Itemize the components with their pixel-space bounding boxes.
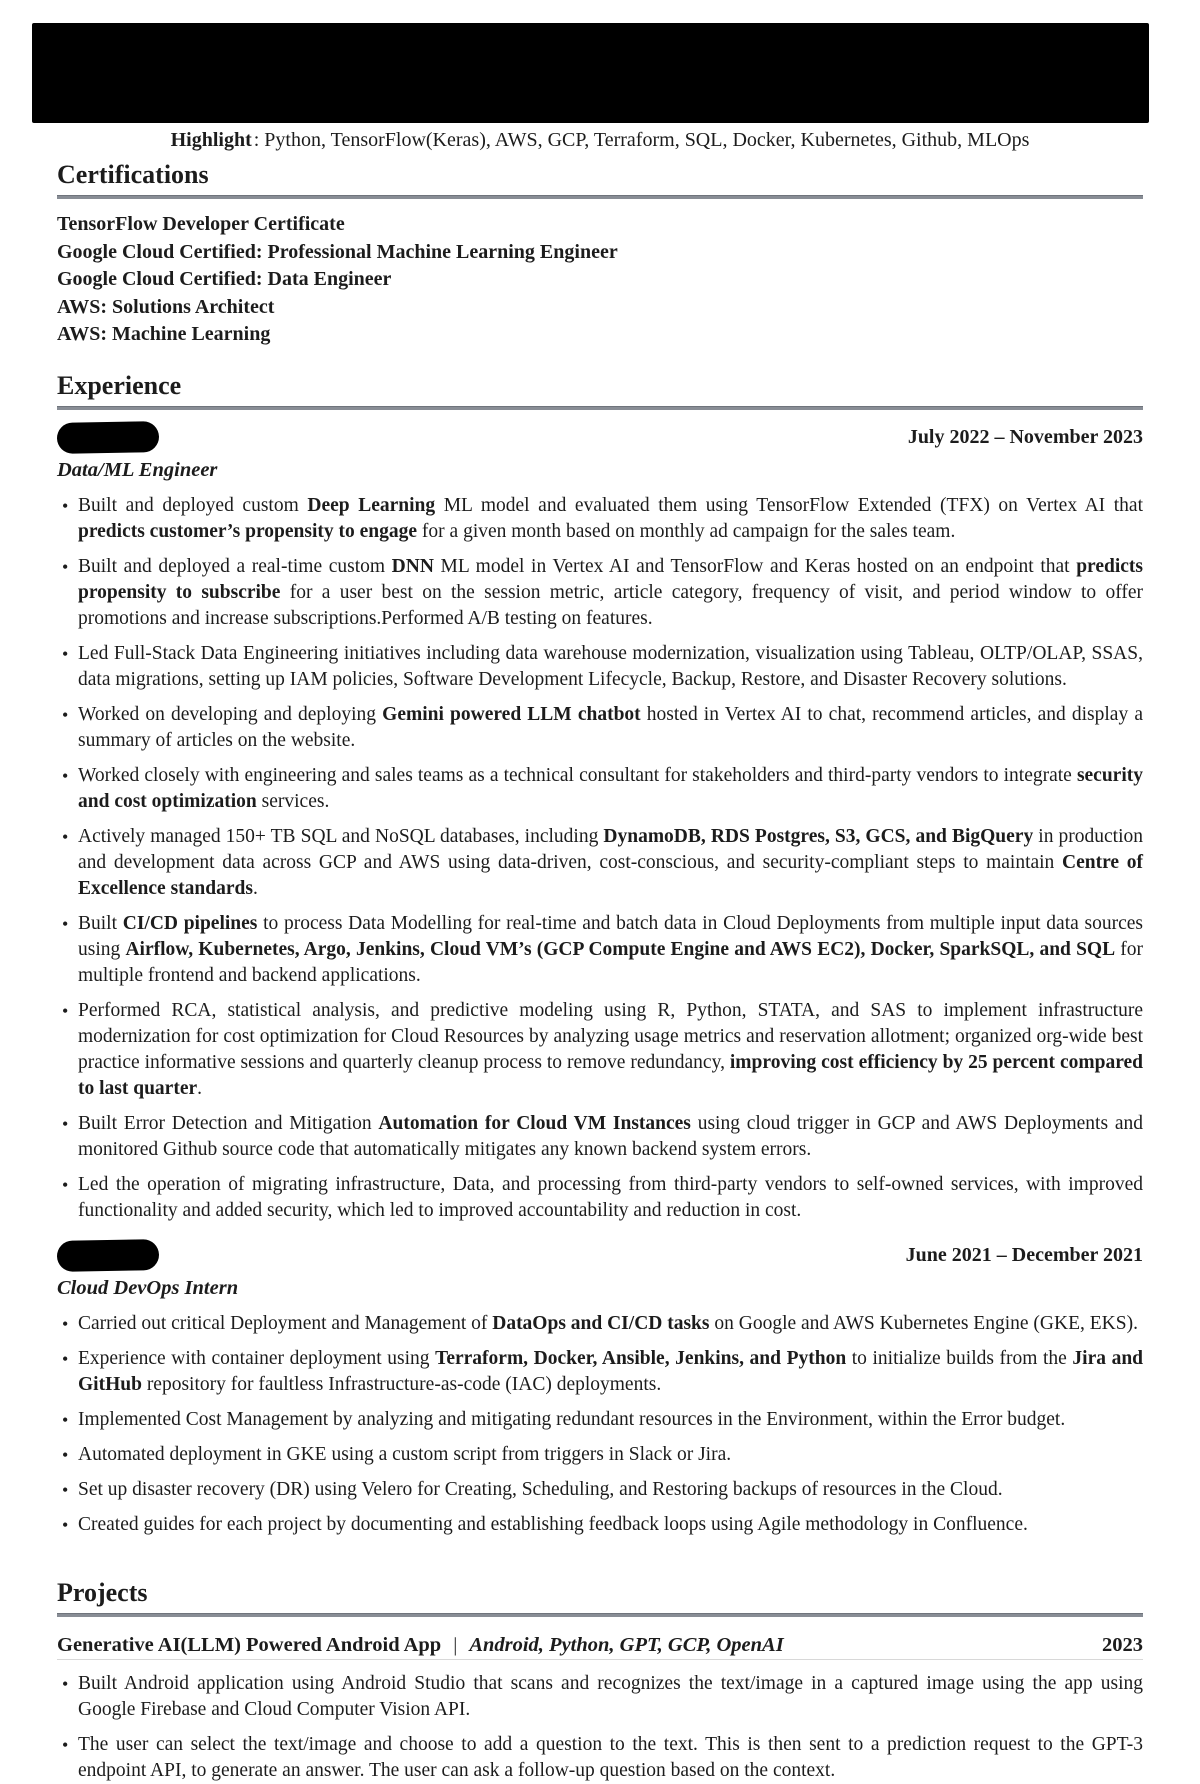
bullet-bold-text: DNN — [391, 555, 434, 577]
certifications-list — [57, 211, 1143, 349]
bullet-bold-text: Jira and GitHub — [78, 1347, 1144, 1395]
bullet-text: in production and development data across GCP and AWS using data-driven, cost-conscious, and security-compliant steps to maintain — [78, 825, 1143, 873]
bullet-bold-text: Automation for Cloud VM Instances — [378, 1112, 691, 1134]
bullet-text: . — [252, 877, 258, 899]
bullet-text: Implemented Cost Management by analyzing and mitigating redundant resources in the Environment, within the Error budget. — [78, 1408, 1066, 1430]
redacted-company-name — [57, 421, 160, 454]
redacted-company-name — [57, 1239, 160, 1272]
bullet-item — [57, 1111, 1143, 1163]
bullet-text: Led Full-Stack Data Engineering initiatives including data warehouse modernization, visualization using Tableau, OLTP/OLAP, SSAS, data migrations, setting up IAM policies, Software Development Lifecycle, Backup, Restore, and Disaster Recovery solutions. — [78, 642, 1143, 690]
job-role: Cloud DevOps Intern — [57, 1276, 239, 1299]
section-rule — [57, 195, 1143, 199]
bullet-text: Automated deployment in GKE using a custom script from triggers in Slack or Jira. — [78, 1443, 732, 1465]
bullet-bold-text: Airflow, Kubernetes, Argo, Jenkins, Cloud VM’s (GCP Compute Engine and AWS EC2), Docker, SparkSQL, and SQL — [125, 938, 1116, 960]
highlight-label: Highlight — [170, 129, 252, 151]
bullet-item — [57, 554, 1143, 632]
bullet-text: using cloud trigger in GCP and AWS Deployments and monitored Github source code that automatically mitigates any known backend system errors. — [78, 1112, 1143, 1160]
project-name: Generative AI(LLM) Powered Android App — [57, 1633, 442, 1656]
bullet-item — [57, 763, 1143, 815]
bullet-text: to process Data Modelling for real-time and batch data in Cloud Deployments from multiple input data sources using — [78, 912, 1143, 960]
bullet-text: Worked closely with engineering and sales teams as a technical consultant for stakeholders and third-party vendors to integrate — [78, 764, 1077, 786]
bullet-item — [57, 493, 1143, 545]
bullet-item — [57, 1172, 1143, 1224]
bullet-item — [57, 1732, 1143, 1784]
bullet-text: hosted in Vertex AI to chat, recommend articles, and display a summary of articles on the website. — [78, 703, 1143, 751]
bullet-item — [57, 1512, 1143, 1538]
certification-item: AWS: Solutions Architect — [57, 295, 275, 318]
bullet-text: Built Android application using Android Studio that scans and recognizes the text/image in a captured image using the app using Google Firebase and Cloud Computer Vision API. — [78, 1672, 1143, 1720]
bullet-list — [57, 493, 1143, 1224]
bullet-text: Set up disaster recovery (DR) using Velero for Creating, Scheduling, and Restoring backups of resources in the Cloud. — [78, 1478, 1003, 1500]
pipe-separator: | — [453, 1633, 458, 1656]
bullet-bold-text: DynamoDB, RDS Postgres, S3, GCS, and BigQuery — [603, 825, 1034, 847]
section-title-projects: Projects — [57, 1577, 148, 1607]
project-entry — [57, 1631, 1143, 1784]
bullet-bold-text: CI/CD pipelines — [122, 912, 258, 934]
bullet-text: Actively managed 150+ TB SQL and NoSQL databases, including — [78, 825, 604, 847]
bullet-bold-text: predicts propensity to subscribe — [78, 555, 1143, 603]
bullet-item — [57, 641, 1143, 693]
bullet-text: Built Error Detection and Mitigation — [78, 1112, 379, 1134]
bullet-text: services. — [256, 790, 330, 812]
bullet-bold-text: improving cost efficiency by 25 percent compared to last quarter — [78, 1051, 1143, 1099]
project-year: 2023 — [1102, 1633, 1143, 1656]
bullet-bold-text: predicts customer’s propensity to engage — [78, 520, 418, 542]
bullet-text: Worked on developing and deploying — [78, 703, 383, 725]
job-header — [57, 422, 1143, 454]
certification-item: TensorFlow Developer Certificate — [57, 213, 345, 235]
bullet-text: ML model in Vertex AI and TensorFlow and Keras hosted on an endpoint that — [433, 555, 1077, 577]
certification-item: AWS: Machine Learning — [57, 323, 271, 345]
section-title-certifications: Certifications — [57, 160, 209, 189]
job-header — [57, 1240, 1143, 1272]
bullet-list — [57, 1311, 1143, 1538]
bullet-text: Created guides for each project by documenting and establishing feedback loops using Agile methodology in Confluence. — [78, 1513, 1028, 1535]
bullet-text: Built and deployed a real-time custom — [78, 555, 392, 577]
bullet-item — [57, 911, 1143, 989]
bullet-bold-text: Gemini powered LLM chatbot — [382, 703, 641, 725]
section-title-experience: Experience — [57, 370, 182, 400]
bullet-item — [57, 1477, 1143, 1503]
certification-item: Google Cloud Certified: Data Engineer — [57, 268, 392, 290]
bullet-text: Experience with container deployment using — [78, 1347, 436, 1369]
section-rule — [57, 1613, 1143, 1617]
project-tech-stack: Android, Python, GPT, GCP, OpenAI — [469, 1633, 784, 1656]
job-entry — [57, 422, 1143, 1224]
job-entry — [57, 1240, 1143, 1538]
bullet-bold-text: DataOps and CI/CD tasks — [492, 1312, 710, 1334]
highlight-skills: : Python, TensorFlow(Keras), AWS, GCP, Terraform, SQL, Docker, Kubernetes, Github, MLOps — [253, 129, 1030, 151]
bullet-text: Built and deployed custom — [78, 494, 308, 516]
experience-jobs — [57, 422, 1143, 1538]
bullet-text: for a user best on the session metric, article category, frequency of visit, and period window to offer promotions and increase subscriptions.Performed A/B testing on features. — [78, 581, 1144, 629]
bullet-text: The user can select the text/image and choose to add a question to the text. This is then sent to a prediction request to the GPT-3 endpoint API, to generate an answer. The user can ask a follow-up question based on the context. — [78, 1733, 1143, 1781]
bullet-list — [57, 1671, 1143, 1784]
bullet-text: Built — [78, 912, 123, 934]
bullet-item — [57, 702, 1143, 754]
redacted-name-header — [32, 23, 1149, 123]
bullet-text: to initialize builds from the — [846, 1347, 1073, 1369]
bullet-bold-text: Centre of Excellence standards — [78, 851, 1143, 899]
bullet-text: for multiple frontend and backend applications. — [78, 938, 1143, 986]
bullet-item — [57, 824, 1143, 902]
bullet-text: repository for faultless Infrastructure-as-code (IAC) deployments. — [141, 1373, 662, 1395]
bullet-text: Led the operation of migrating infrastructure, Data, and processing from third-party vendors to self-owned services, with improved functionality and added security, which led to improved accountability and reduction in cost. — [78, 1173, 1143, 1221]
bullet-text: for a given month based on monthly ad campaign for the sales team. — [417, 520, 956, 542]
job-role: Data/ML Engineer — [57, 458, 218, 481]
projects-entries — [57, 1631, 1143, 1784]
job-dates: July 2022 – November 2023 — [907, 426, 1143, 448]
bullet-text: on Google and AWS Kubernetes Engine (GKE, EKS). — [709, 1312, 1138, 1334]
bullet-text: Carried out critical Deployment and Management of — [78, 1312, 493, 1334]
section-rule — [57, 406, 1143, 410]
bullet-item — [57, 998, 1143, 1102]
bullet-item — [57, 1346, 1143, 1398]
bullet-text: Performed RCA, statistical analysis, and predictive modeling using R, Python, STATA, and SAS to implement infrastructure modernization for cost optimization for Cloud Resources by analyzing usage metrics and reservation allotment; organized org-wide best practice informative sessions and quarterly cleanup process to remove redundancy, — [78, 999, 1143, 1073]
bullet-item — [57, 1442, 1143, 1468]
certification-item: Google Cloud Certified: Professional Machine Learning Engineer — [57, 240, 618, 263]
bullet-item — [57, 1311, 1143, 1337]
project-header — [57, 1631, 1143, 1660]
bullet-text: ML model and evaluated them using TensorFlow Extended (TFX) on Vertex AI that — [435, 494, 1143, 516]
bullet-text: . — [197, 1077, 203, 1099]
bullet-item — [57, 1407, 1143, 1433]
bullet-bold-text: Terraform, Docker, Ansible, Jenkins, and Python — [435, 1347, 847, 1369]
bullet-bold-text: security and cost optimization — [78, 764, 1143, 812]
job-dates: June 2021 – December 2021 — [905, 1244, 1143, 1266]
bullet-bold-text: Deep Learning — [307, 494, 436, 516]
